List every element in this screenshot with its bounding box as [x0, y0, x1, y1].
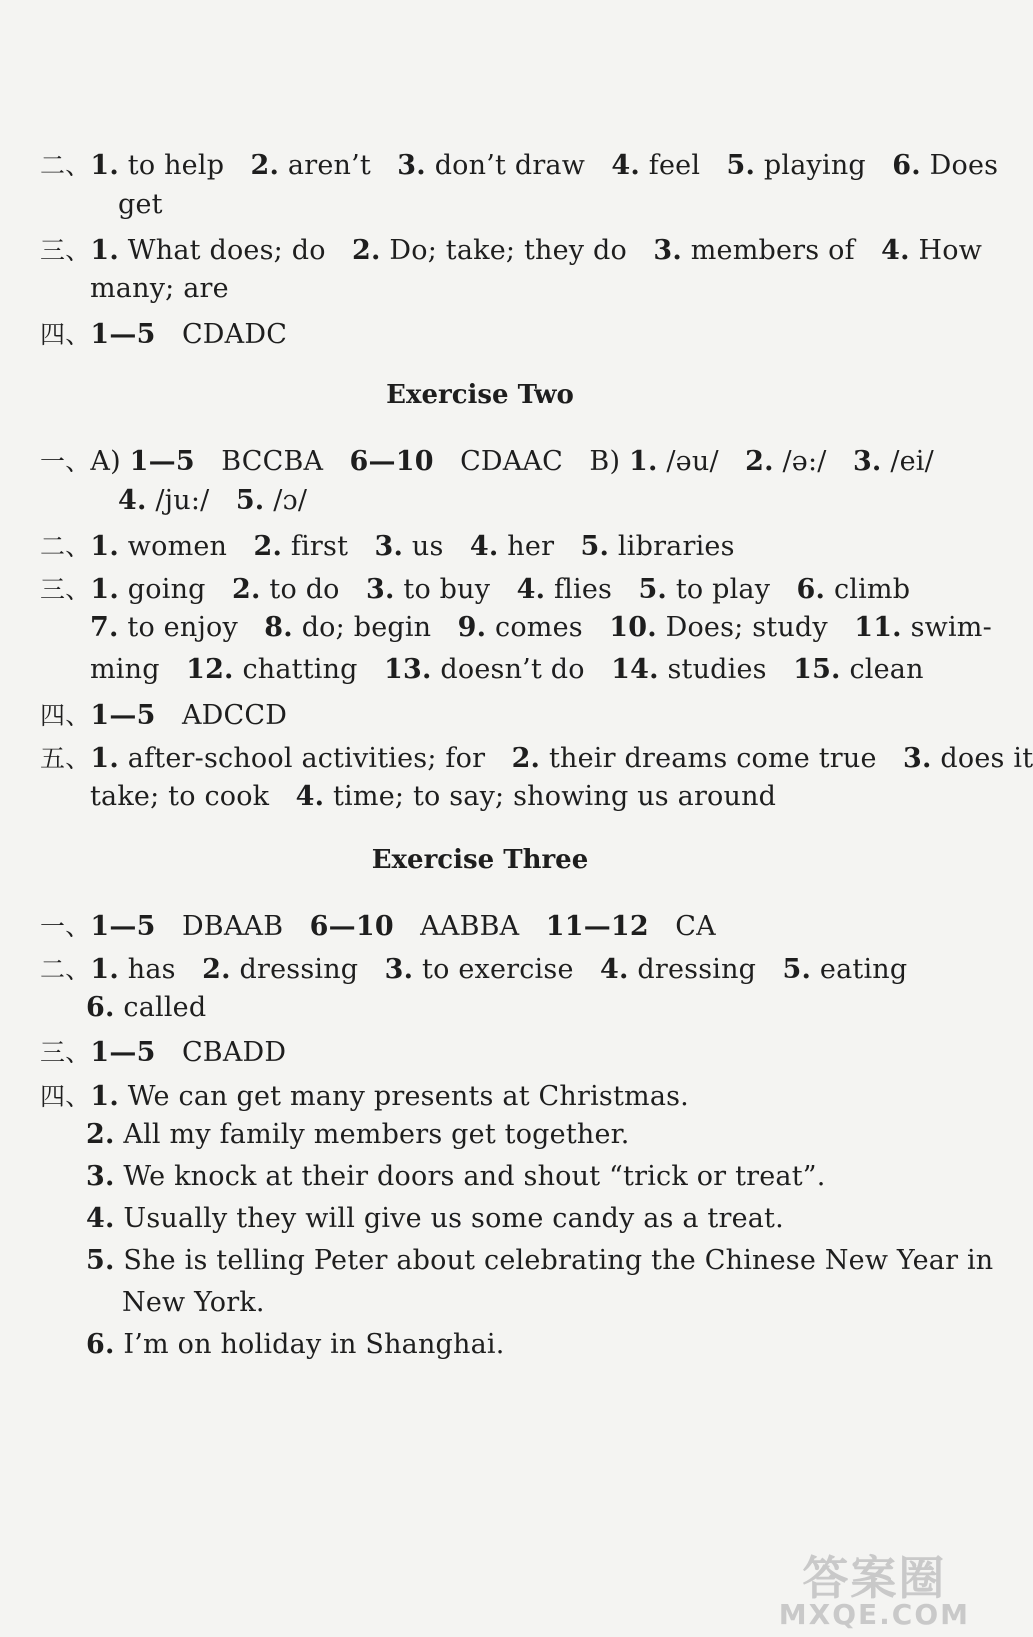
ex1-sec2-line2: get	[118, 189, 163, 220]
ex2-sec4-line: 四、1—5 ADCCD	[40, 700, 288, 731]
section-mark: 一、	[40, 447, 91, 476]
section-mark: 一、	[40, 912, 91, 941]
section-mark: 三、	[40, 575, 91, 604]
exercise-three-title: Exercise Three	[371, 845, 589, 875]
ex3-sec2-line2: 6. called	[86, 992, 207, 1023]
exercise-two-title: Exercise Two	[386, 380, 574, 410]
ex3-sec4-item5: 5. She is telling Peter about celebrating the Chinese New Year in	[86, 1245, 994, 1276]
ex3-sec4-item6: 6. I’m on holiday in Shanghai.	[86, 1329, 505, 1360]
ex1-sec4-line: 四、1—5 CDADC	[40, 319, 288, 350]
ex3-sec4-item3: 3. We knock at their doors and shout “trick or treat”.	[86, 1161, 826, 1192]
section-mark: 三、	[40, 236, 91, 265]
section-mark: 二、	[40, 151, 91, 180]
section-mark: 四、	[40, 701, 91, 730]
ex1-sec3-line2: many; are	[90, 273, 229, 304]
section-mark: 五、	[40, 744, 91, 773]
watermark-logo: 答案圈 MXQE.COM	[778, 1551, 970, 1631]
ex2-sec5-line2: take; to cook 4. time; to say; showing us around	[90, 781, 777, 812]
ex2-sec3-line1: 三、1. going 2. to do 3. to buy 4. flies 5. to play 6. climb	[40, 574, 911, 605]
ex3-sec4-item1: 四、1. We can get many presents at Christmas.	[40, 1081, 689, 1112]
section-mark: 四、	[40, 320, 91, 349]
section-mark: 三、	[40, 1038, 91, 1067]
ex2-sec3-line2: 7. to enjoy 8. do; begin 9. comes 10. Does; study 11. swim-	[90, 612, 992, 643]
ex2-sec2-line: 二、1. women 2. first 3. us 4. her 5. libraries	[40, 531, 735, 562]
section-mark: 四、	[40, 1082, 91, 1111]
ex3-sec1-line: 一、1—5 DBAAB 6—10 AABBA 11—12 CA	[40, 911, 716, 942]
section-mark: 二、	[40, 955, 91, 984]
ex3-sec3-line: 三、1—5 CBADD	[40, 1037, 287, 1068]
ex2-sec3-line3: ming 12. chatting 13. doesn’t do 14. studies 15. clean	[90, 654, 924, 685]
ex3-sec4-item4: 4. Usually they will give us some candy as a treat.	[86, 1203, 784, 1234]
ex2-sec5-line1: 五、1. after-school activities; for 2. their dreams come true 3. does it	[40, 743, 1033, 774]
ex3-sec4-item2: 2. All my family members get together.	[86, 1119, 630, 1150]
ex1-sec3-line1: 三、1. What does; do 2. Do; take; they do 3. members of 4. How	[40, 235, 983, 266]
ex2-sec1-line2: 4. /ju:/ 5. /ɔ/	[118, 485, 308, 516]
ex3-sec4-item5-cont: New York.	[122, 1287, 265, 1318]
ex1-sec2-line1: 二、1. to help 2. aren’t 3. don’t draw 4. feel 5. playing 6. Does	[40, 150, 999, 181]
ex3-sec2-line1: 二、1. has 2. dressing 3. to exercise 4. dressing 5. eating	[40, 954, 908, 985]
ex2-sec1-line1: 一、A) 1—5 BCCBA 6—10 CDAAC B) 1. /əu/ 2. /ə:/ 3. /ei/	[40, 446, 934, 477]
section-mark: 二、	[40, 532, 91, 561]
